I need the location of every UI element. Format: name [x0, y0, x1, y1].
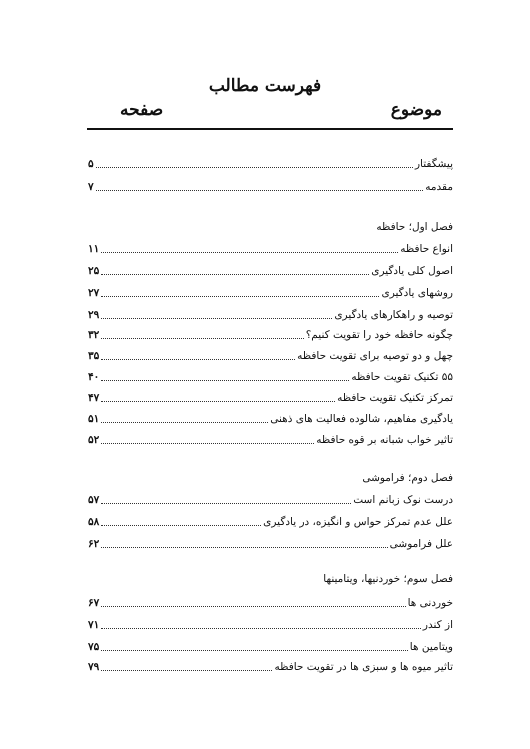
- entry-label: اصول کلی یادگیری: [371, 265, 453, 277]
- chapter-heading: فصل دوم؛ فراموشی: [362, 472, 453, 484]
- toc-entry[interactable]: [88, 638, 453, 654]
- entry-label: ویتامین ها: [409, 641, 453, 653]
- toc-entry[interactable]: [88, 431, 453, 447]
- entry-label: علل عدم تمرکز حواس و انگیزه، در یادگیری: [263, 516, 453, 528]
- toc-entry[interactable]: [88, 513, 453, 529]
- toc-entry[interactable]: [88, 347, 453, 363]
- toc-entry[interactable]: [88, 284, 453, 300]
- entry-label: پیشگفتار: [414, 158, 453, 170]
- dot-leader: [101, 503, 351, 504]
- dot-leader: [101, 359, 295, 360]
- dot-leader: [101, 252, 398, 253]
- entry-page: ۴۷: [88, 392, 100, 404]
- dot-leader: [101, 401, 335, 402]
- toc-entry[interactable]: [88, 240, 453, 256]
- entry-label: خوردنی ها: [407, 597, 453, 609]
- entry-label: تاثیر میوه ها و سبزی ها در تقویت حافظه: [274, 661, 453, 673]
- topic-column-header: موضوع: [390, 100, 442, 120]
- entry-label: توصیه و راهکارهای یادگیری: [334, 309, 453, 321]
- entry-label: درست نوک زبانم است: [353, 494, 453, 506]
- toc-title: فهرست مطالب: [208, 76, 322, 96]
- entry-page: ۷۱: [88, 619, 100, 631]
- toc-entry[interactable]: [88, 491, 453, 507]
- dot-leader: [101, 547, 387, 548]
- dot-leader: [96, 190, 424, 191]
- entry-page: ۵۸: [88, 516, 100, 528]
- entry-page: ۵۱: [88, 413, 100, 425]
- entry-label: علل فراموشی: [389, 538, 453, 550]
- entry-page: ۵۷: [88, 494, 100, 506]
- entry-label: روشهای یادگیری: [381, 287, 453, 299]
- toc-entry[interactable]: [88, 155, 453, 171]
- dot-leader: [101, 318, 332, 319]
- toc-entry[interactable]: [88, 178, 453, 194]
- page-column-header: صفحه: [120, 100, 164, 120]
- dot-leader: [101, 670, 272, 671]
- dot-leader: [101, 296, 379, 297]
- dot-leader: [101, 338, 303, 339]
- entry-page: ۳۲: [88, 329, 100, 341]
- entry-page: ۷۹: [88, 661, 100, 673]
- dot-leader: [101, 628, 421, 629]
- toc-entry[interactable]: [88, 262, 453, 278]
- entry-page: ۷۵: [88, 641, 100, 653]
- dot-leader: [96, 167, 413, 168]
- entry-label: چهل و دو توصیه برای تقویت حافظه: [297, 350, 453, 362]
- header-rule: [87, 128, 453, 130]
- dot-leader: [101, 525, 261, 526]
- entry-page: ۷: [88, 181, 94, 193]
- entry-label: ۵۵ تکنیک تقویت حافظه: [351, 371, 453, 383]
- entry-page: ۲۹: [88, 309, 100, 321]
- toc-entry[interactable]: [88, 410, 453, 426]
- entry-page: ۵۲: [88, 434, 100, 446]
- toc-entry[interactable]: [88, 326, 453, 342]
- dot-leader: [101, 422, 268, 423]
- dot-leader: [101, 650, 407, 651]
- toc-entry[interactable]: [88, 616, 453, 632]
- toc-entry[interactable]: [88, 389, 453, 405]
- entry-label: تاثیر خواب شبانه بر قوه حافظه: [316, 434, 453, 446]
- entry-page: ۴۰: [88, 371, 100, 383]
- entry-label: مقدمه: [425, 181, 453, 193]
- toc-entry[interactable]: [88, 594, 453, 610]
- entry-page: ۲۵: [88, 265, 100, 277]
- entry-label: تمرکز تکنیک تقویت حافظه: [337, 392, 453, 404]
- dot-leader: [101, 606, 405, 607]
- toc-entry[interactable]: [88, 306, 453, 322]
- entry-label: یادگیری مفاهیم، شالوده فعالیت های ذهنی: [270, 413, 453, 425]
- chapter-heading: فصل اول؛ حافظه: [376, 221, 453, 233]
- entry-page: ۶۷: [88, 597, 100, 609]
- dot-leader: [101, 443, 314, 444]
- entry-label: چگونه حافظه خود را تقویت کنیم؟: [305, 329, 453, 341]
- entry-page: ۲۷: [88, 287, 100, 299]
- entry-page: ۱۱: [88, 243, 100, 255]
- toc-entry[interactable]: [88, 658, 453, 674]
- toc-entry[interactable]: [88, 535, 453, 551]
- chapter-heading: فصل سوم؛ خوردنیها، ویتامینها: [323, 573, 453, 585]
- dot-leader: [101, 380, 349, 381]
- entry-page: ۶۲: [88, 538, 100, 550]
- entry-page: ۵: [88, 158, 94, 170]
- entry-page: ۳۵: [88, 350, 100, 362]
- entry-label: از کندر: [422, 619, 453, 631]
- toc-entry[interactable]: [88, 368, 453, 384]
- dot-leader: [101, 274, 369, 275]
- entry-label: انواع حافظه: [400, 243, 453, 255]
